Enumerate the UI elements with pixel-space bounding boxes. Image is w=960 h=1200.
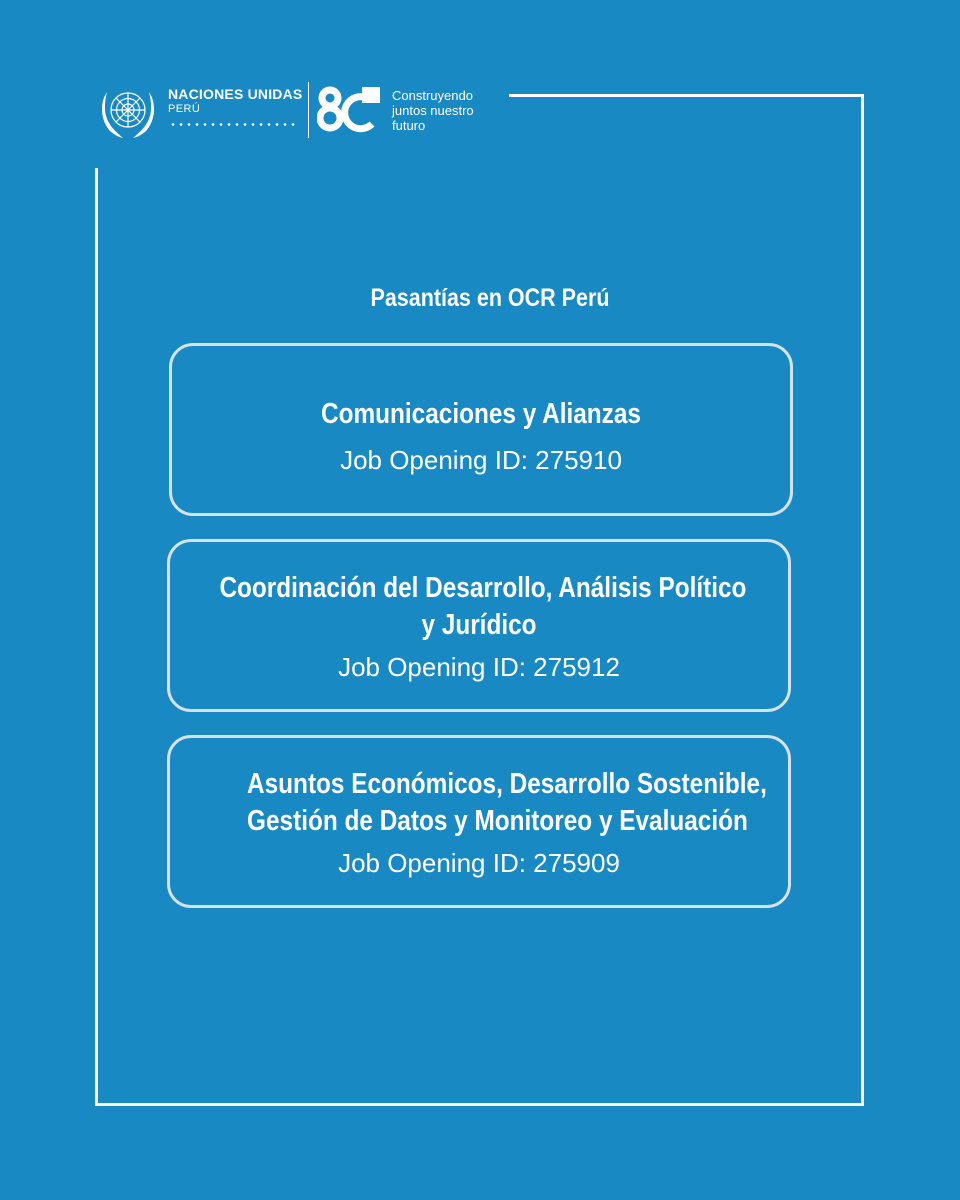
card-title-line: Comunicaciones y Alianzas bbox=[321, 398, 641, 430]
dotted-separator bbox=[169, 123, 297, 126]
un-emblem-icon bbox=[96, 82, 160, 140]
page-title: Pasantías en OCR Perú bbox=[370, 284, 610, 312]
header-divider bbox=[308, 82, 309, 138]
card-title-line: Gestión de Datos y Monitoreo y Evaluación bbox=[247, 805, 748, 837]
un-country-label: PERÚ bbox=[168, 103, 201, 115]
job-opening-id: Job Opening ID: 275909 bbox=[338, 848, 620, 878]
80-anniversary-logo-icon bbox=[317, 84, 383, 134]
frame-top-line bbox=[509, 94, 864, 97]
anniversary-tagline bbox=[392, 88, 474, 133]
internship-card-coordination bbox=[167, 539, 791, 712]
card-title-line: Coordinación del Desarrollo, Análisis Político bbox=[219, 572, 747, 604]
card-title bbox=[247, 766, 767, 840]
internship-card-communications bbox=[169, 343, 793, 516]
frame-right-line bbox=[861, 94, 864, 1106]
card-title-line: y Jurídico bbox=[421, 609, 537, 641]
card-title bbox=[219, 570, 747, 644]
tagline-line: juntos nuestro bbox=[392, 103, 474, 118]
internship-card-economic-affairs bbox=[167, 735, 791, 908]
header bbox=[96, 78, 496, 142]
card-title-line: Asuntos Económicos, Desarrollo Sostenible, bbox=[247, 768, 767, 800]
un-org-name: NACIONES UNIDAS bbox=[168, 86, 303, 102]
tagline-line: Construyendo bbox=[392, 88, 473, 103]
card-title bbox=[221, 396, 740, 433]
tagline-line: futuro bbox=[392, 118, 426, 133]
frame-bottom-line bbox=[95, 1103, 864, 1106]
job-opening-id: Job Opening ID: 275910 bbox=[340, 445, 622, 475]
job-opening-id: Job Opening ID: 275912 bbox=[338, 652, 620, 682]
